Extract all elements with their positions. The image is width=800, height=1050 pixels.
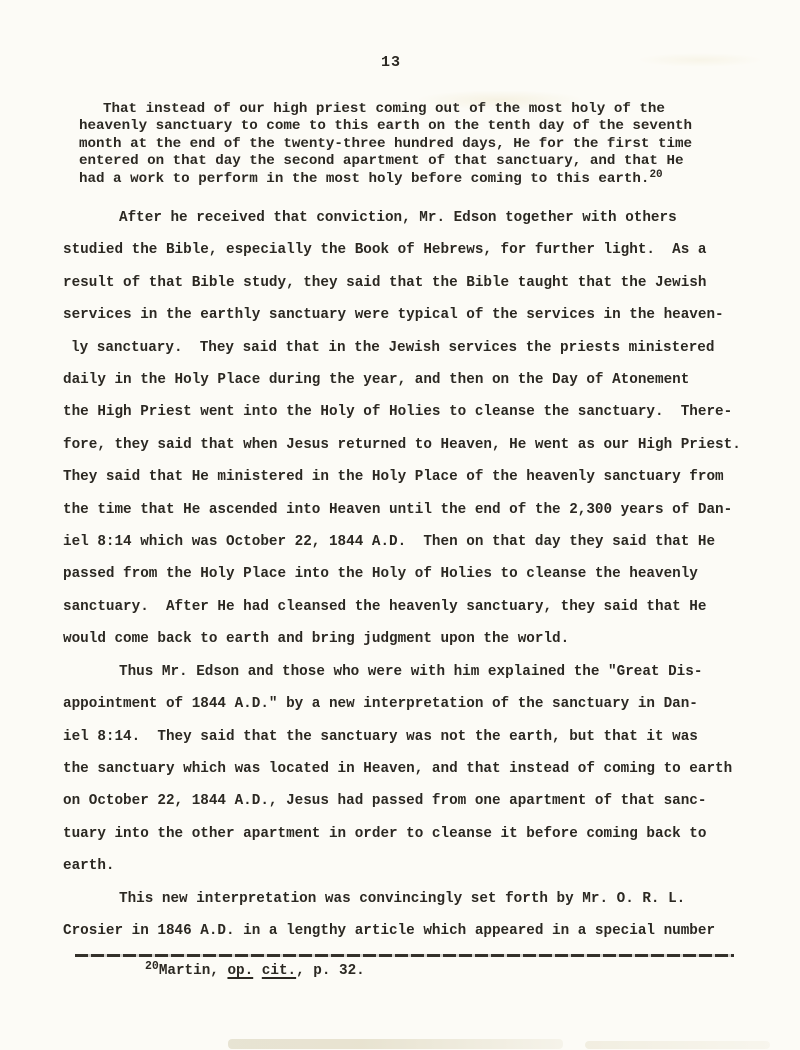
quote-line: had a work to perform in the most holy before coming to this earth.$^{20}$ [79,168,663,187]
body-line: earth. [63,858,115,875]
body-line: fore, they said that when Jesus returned to Heaven, He went as our High Priest. [63,436,741,453]
body-line: the High Priest went into the Holy of Holies to cleanse the sanctuary. There- [63,404,733,421]
body-line: iel 8:14. They said that the sanctuary was not the earth, but that it was [63,728,698,745]
body-line: on October 22, 1844 A.D., Jesus had passed from one apartment of that sanc- [63,793,707,810]
body-line: After he received that conviction, Mr. Edson together with others [119,210,677,226]
footnote-ref: 20 [649,168,663,181]
body-line: They said that He ministered in the Holy Place of the heavenly sanctuary from [63,469,724,486]
body-line: This new interpretation was convincingly set forth by Mr. O. R. L. [119,890,686,907]
footnote-rule [75,954,734,957]
body-line: the time that He ascended into Heaven until the end of the 2,300 years of Dan- [63,501,733,518]
block-quote [79,101,759,188]
body-line: daily in the Holy Place during the year, and then on the Day of Atonement [63,372,690,389]
footnote-text [159,963,365,979]
footnote-segment: , p. 32. [296,963,365,979]
body-line: passed from the Holy Place into the Holy of Holies to cleanse the heavenly [63,566,698,583]
page-number: 13 [380,54,401,71]
footnote-citation-term: cit. [261,963,297,979]
body-line: tuary into the other apartment in order to cleanse it before coming back to [63,825,707,842]
quote-line: heavenly sanctuary to come to this earth on the tenth day of the seventh [79,118,692,135]
footnote-citation-term: op. [227,963,254,979]
quote-line: entered on that day the second apartment of that sanctuary, and that He [79,153,684,170]
body-line: sanctuary. After He had cleansed the heavenly sanctuary, they said that He [63,598,707,615]
body-text [63,202,763,947]
body-line: ly sanctuary. They said that in the Jewish services the priests ministered [71,339,715,356]
footnote [145,960,365,979]
body-line: studied the Bible, especially the Book of Hebrews, for further light. As a [63,242,707,259]
footnote-segment: Martin, [158,963,228,979]
body-line: services in the earthly sanctuary were typical of the services in the heaven- [63,307,724,324]
quote-line: month at the end of the twenty-three hundred days, He for the first time [79,135,692,152]
body-line: the sanctuary which was located in Heaven, and that instead of coming to earth [63,760,733,777]
body-line: result of that Bible study, they said that the Bible taught that the Jewish [63,274,707,291]
footnote-segment [253,963,262,979]
body-line: appointment of 1844 A.D." by a new interpretation of the sanctuary in Dan- [63,696,698,713]
body-line: Thus Mr. Edson and those who were with him explained the "Great Dis- [119,663,703,680]
body-line: Crosier in 1846 A.D. in a lengthy article which appeared in a special number [63,922,716,939]
body-line: iel 8:14 which was October 22, 1844 A.D. Then on that day they said that He [63,534,716,551]
footnote-marker: 20 [145,960,159,974]
scan-artifact-smudge [228,1039,563,1049]
quote-line: That instead of our high priest coming out of the most holy of the [103,101,665,117]
body-line: would come back to earth and bring judgment upon the world. [63,631,570,648]
scan-artifact-smudge [585,1041,770,1049]
